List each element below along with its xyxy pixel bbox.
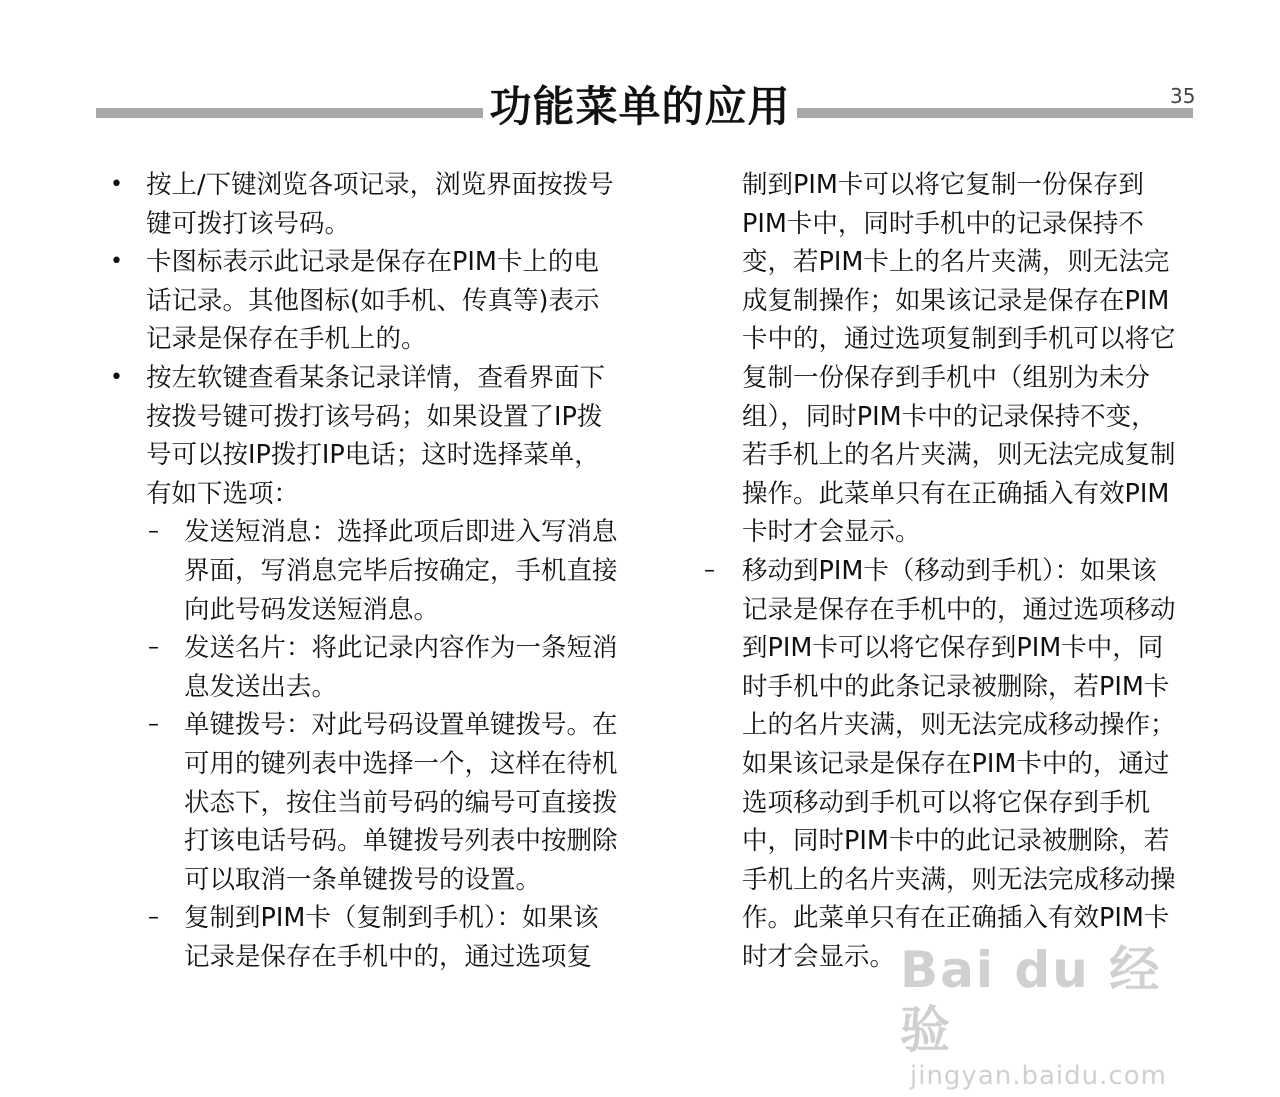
dash-marker: –: [148, 519, 159, 545]
page-title-text: 功能菜单的应用: [483, 82, 796, 131]
dash-marker: –: [148, 635, 159, 661]
watermark-url: jingyan.baidu.com: [910, 1061, 1167, 1091]
dash-marker: –: [148, 905, 159, 931]
bullet-text: 按上/下键浏览各项记录，浏览界面按拨号键可拨打该号码。: [146, 170, 614, 239]
left-column: [110, 166, 618, 976]
dash-item: [110, 629, 618, 706]
bullet-item: [110, 243, 600, 359]
continued-paragraph: [704, 166, 1184, 552]
dash-text: 发送名片：将此记录内容作为一条短消息发送出去。: [184, 633, 618, 702]
dash-text: 发送短消息：选择此项后即进入写消息界面，写消息完毕后按确定，手机直接向此号码发送短消息。: [184, 517, 618, 625]
dash-text: 复制到PIM卡（复制到手机）：如果该记录是保存在手机中的，通过选项复: [184, 903, 599, 972]
page-title: [0, 78, 1280, 136]
watermark: [900, 940, 1200, 1091]
bullet-marker: •: [110, 172, 123, 197]
bullet-text: 卡图标表示此记录是保存在PIM卡上的电话记录。其他图标(如手机、传真等)表示记录是保存在手机上的。: [146, 247, 600, 355]
dash-item: [704, 552, 1184, 977]
dash-item: [110, 513, 618, 629]
bullet-text: 按左软键查看某条记录详情，查看界面下按拨号键可拨打该号码；如果设置了IP拨号可以按IP拨打IP电话；这时选择菜单，有如下选项：: [146, 362, 606, 509]
dash-marker: –: [148, 712, 159, 738]
bullet-marker: •: [110, 249, 123, 275]
dash-item: [110, 706, 618, 899]
bullet-marker: •: [110, 364, 123, 390]
page-number: 35: [1170, 84, 1196, 108]
dash-item: [110, 899, 599, 976]
dash-text: 移动到PIM卡（移动到手机）：如果该记录是保存在手机中的，通过选项移动到PIM卡可以将它保存到PIM卡中，同时手机中的此条记录被删除，若PIM卡上的名片夹满，则无法完成移动操作；如果该记录是保存在PIM卡中的，通过选项移动到手机可以将它保存到手机中，同时PIM卡中的此记录被删除，若手机上的名片夹满，则无法完成移动操作。此菜单只有在正确插入有效PIM卡时才会显示。: [742, 555, 1176, 972]
continued-text: 制到PIM卡可以将它复制一份保存到PIM卡中，同时手机中的记录保持不变，若PIM卡上的名片夹满，则无法完成复制操作；如果该记录是保存在PIM卡中的，通过选项复制到手机可以将它复制一份保存到手机中（组别为未分组），同时PIM卡中的记录保持不变，若手机上的名片夹满，则无法完成复制操作。此菜单只有在正确插入有效PIM卡时才会显示。: [742, 170, 1176, 548]
dash-text: 单键拨号：对此号码设置单键拨号。在可用的键列表中选择一个，这样在待机状态下，按住当前号码的编号可直接拨打该电话号码。单键拨号列表中按删除可以取消一条单键拨号的设置。: [184, 710, 618, 895]
right-column: [704, 166, 1184, 976]
watermark-logo: Bai du 经验: [900, 941, 1162, 1059]
bullet-item: [110, 359, 606, 513]
dash-marker: –: [704, 557, 715, 583]
bullet-item: [110, 166, 614, 243]
